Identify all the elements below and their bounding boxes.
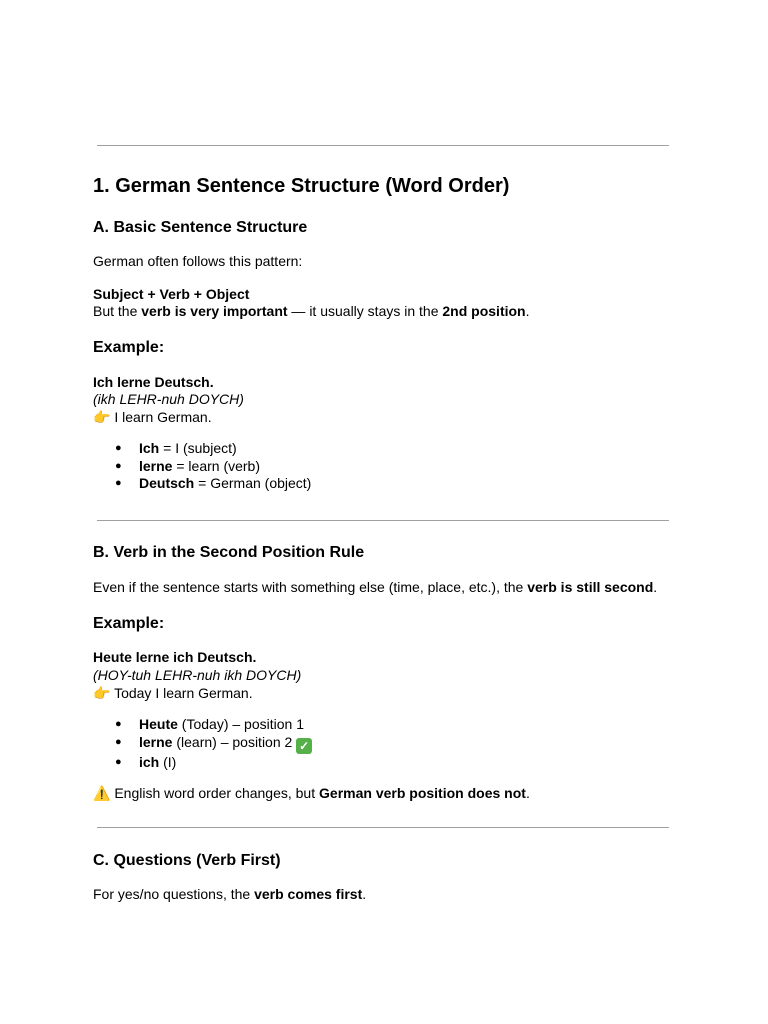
warning-post: . bbox=[525, 785, 530, 801]
example-german-text: Heute lerne ich Deutsch. bbox=[93, 649, 257, 665]
list-item bbox=[93, 734, 312, 754]
list-item bbox=[93, 754, 312, 772]
pointing-hand-icon: 👉 bbox=[93, 685, 111, 701]
section-a-heading: A. Basic Sentence Structure bbox=[93, 219, 308, 236]
section-b-warning bbox=[93, 784, 530, 802]
note-pre: But the bbox=[93, 303, 142, 319]
example-english-text: Today I learn German. bbox=[110, 685, 253, 701]
page-title: 1. German Sentence Structure (Word Order) bbox=[93, 175, 510, 197]
section-a-note bbox=[93, 302, 530, 320]
section-c-heading: C. Questions (Verb First) bbox=[93, 852, 281, 869]
section-b-example-heading: Example: bbox=[93, 615, 165, 632]
warning-bold: German verb position does not bbox=[319, 785, 526, 801]
pointing-hand-icon: 👉 bbox=[93, 409, 111, 425]
section-a-bullet-list bbox=[93, 440, 311, 493]
bullet-term: Deutsch bbox=[139, 475, 195, 491]
note-mid: — it usually stays in the bbox=[287, 303, 443, 319]
pattern-text: Subject + Verb + Object bbox=[93, 286, 250, 302]
section-a-example-english bbox=[93, 408, 212, 426]
section-a-intro: German often follows this pattern: bbox=[93, 253, 303, 269]
section-b-example-english bbox=[93, 684, 253, 702]
section-a-example-pronunciation: (ikh LEHR-nuh DOYCH) bbox=[93, 391, 244, 407]
list-item bbox=[93, 475, 311, 493]
intro-pre: Even if the sentence starts with something else (time, place, etc.), the bbox=[93, 579, 528, 595]
warning-pre: English word order changes, but bbox=[110, 785, 320, 801]
bullet-term: lerne bbox=[139, 457, 173, 474]
bullet-term: Heute bbox=[139, 716, 178, 732]
section-a-example-german bbox=[93, 373, 214, 391]
note-bold-position: 2nd position bbox=[442, 303, 526, 319]
section-b-intro bbox=[93, 578, 657, 596]
list-item bbox=[93, 716, 312, 734]
intro-bold: verb comes first bbox=[254, 886, 363, 902]
intro-bold: verb is still second bbox=[527, 579, 654, 595]
warning-icon: ⚠️ bbox=[93, 785, 111, 801]
divider-b-c bbox=[97, 827, 669, 828]
list-item bbox=[93, 440, 311, 458]
section-b-example-pronunciation: (HOY-tuh LEHR-nuh ikh DOYCH) bbox=[93, 667, 302, 683]
bullet-text: (learn) – position 2 bbox=[172, 733, 297, 750]
section-a-pattern bbox=[93, 285, 249, 303]
divider-a-b bbox=[97, 520, 669, 521]
intro-pre: For yes/no questions, the bbox=[93, 886, 255, 902]
note-bold-verb: verb is very important bbox=[141, 303, 288, 319]
section-b-bullet-list bbox=[93, 716, 312, 771]
section-a-example-heading: Example: bbox=[93, 339, 165, 356]
check-mark-icon: ✓ bbox=[296, 738, 312, 754]
bullet-text: = learn (verb) bbox=[172, 457, 261, 474]
bullet-text: (I) bbox=[159, 753, 177, 770]
bullet-text: = I (subject) bbox=[159, 440, 237, 456]
intro-post: . bbox=[362, 886, 367, 902]
section-b-heading: B. Verb in the Second Position Rule bbox=[93, 544, 365, 561]
section-c-intro bbox=[93, 885, 366, 903]
bullet-text: = German (object) bbox=[194, 475, 312, 491]
list-item bbox=[93, 458, 311, 476]
intro-post: . bbox=[653, 579, 658, 595]
divider-top bbox=[97, 145, 669, 146]
bullet-text: (Today) – position 1 bbox=[177, 716, 304, 732]
note-post: . bbox=[525, 303, 530, 319]
bullet-term: ich bbox=[139, 753, 160, 770]
bullet-term: Ich bbox=[139, 440, 160, 456]
bullet-term: lerne bbox=[139, 733, 173, 750]
example-english-text: I learn German. bbox=[110, 409, 212, 425]
section-b-example-german bbox=[93, 648, 256, 666]
example-german-text: Ich lerne Deutsch. bbox=[93, 374, 214, 390]
